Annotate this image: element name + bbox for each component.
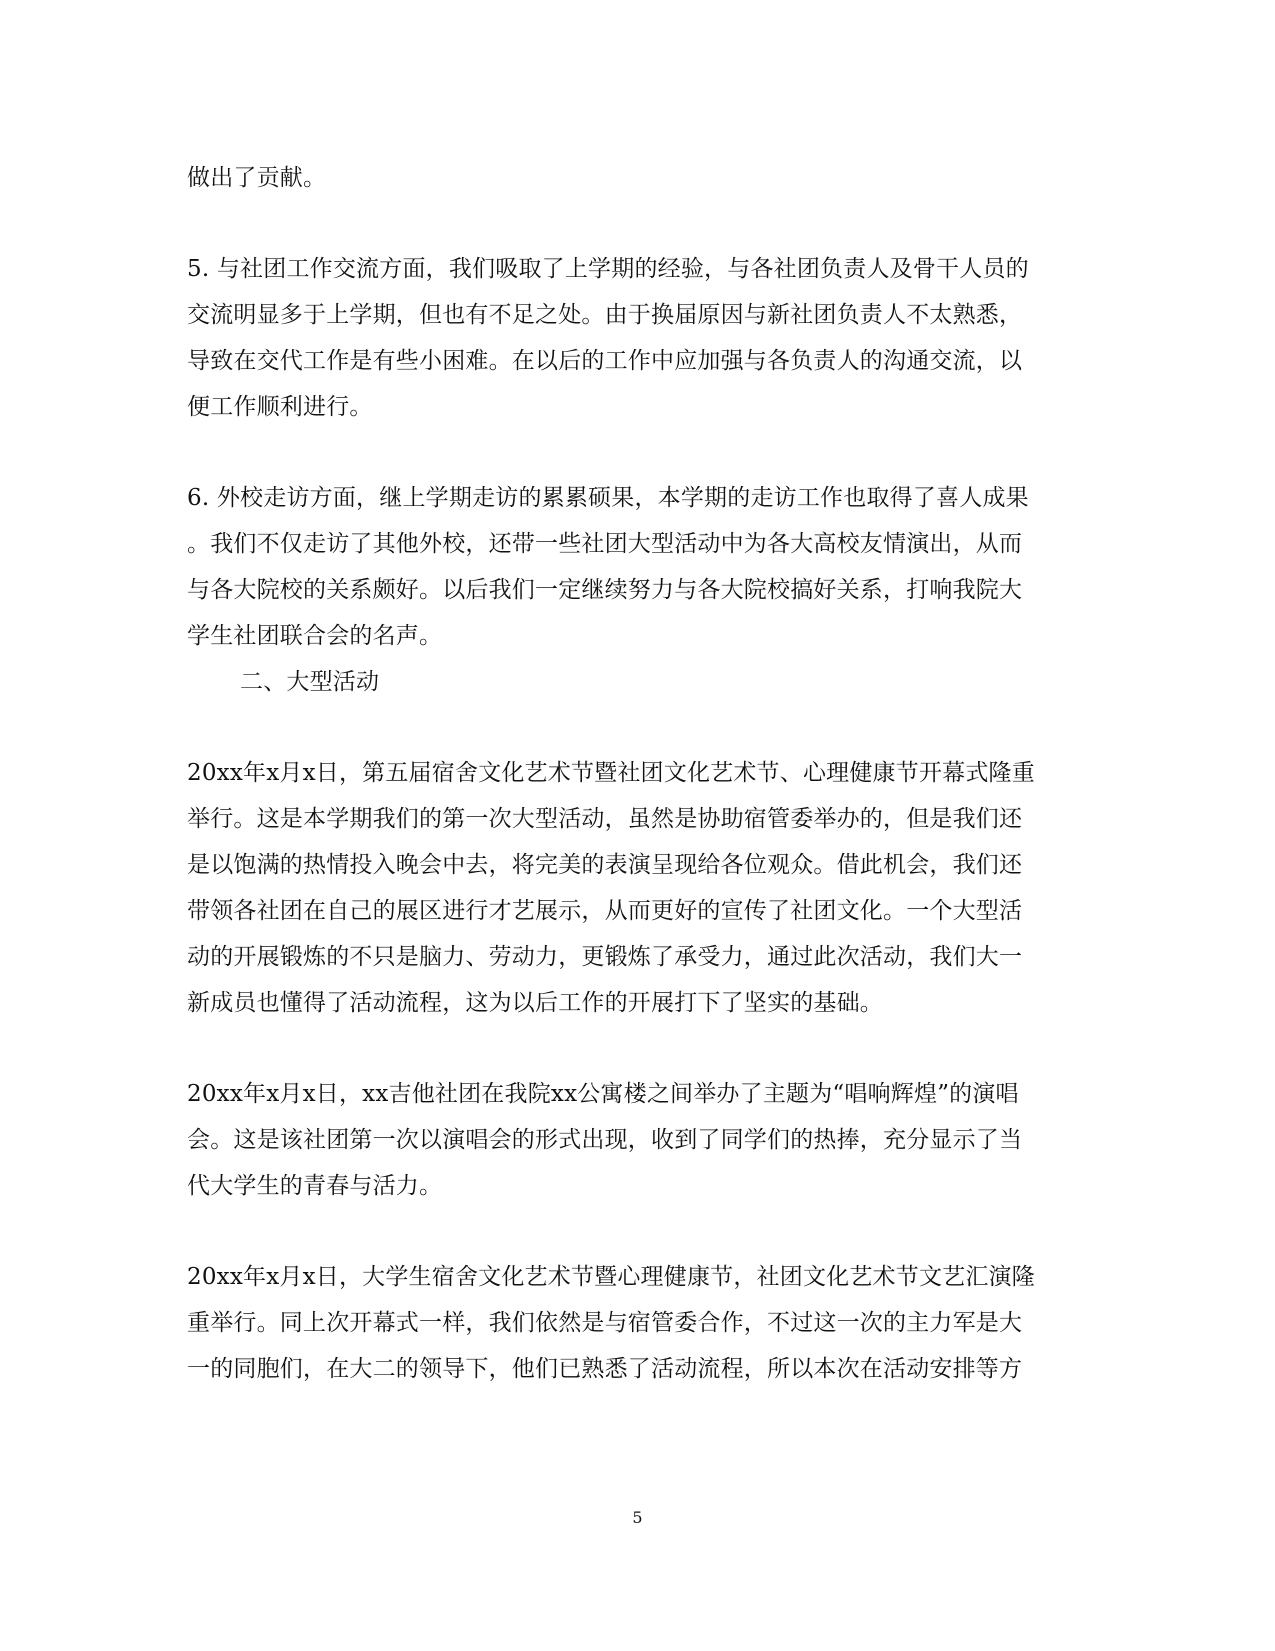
text-line: 6. 外校走访方面，继上学期走访的累累硕果，本学期的走访工作也取得了喜人成果 (187, 485, 1029, 511)
text-line: 举行。这是本学期我们的第一次大型活动，虽然是协助宿管委举办的，但是我们还 (187, 806, 1023, 832)
text-line: 做出了贡献。 (187, 165, 327, 191)
text-line: 20xx年x月x日，大学生宿舍文化艺术节暨心理健康节，社团文化艺术节文艺汇演隆 (187, 1264, 1035, 1290)
text-line: 学生社团联合会的名声。 (187, 623, 443, 649)
text-line: 会。这是该社团第一次以演唱会的形式出现，收到了同学们的热捧，充分显示了当 (187, 1127, 1023, 1153)
text-line: 5. 与社团工作交流方面，我们吸取了上学期的经验，与各社团负责人及骨干人员的 (187, 256, 1029, 282)
text-line: 与各大院校的关系颇好。以后我们一定继续努力与各大院校搞好关系，打响我院大 (187, 577, 1023, 603)
page-number: 5 (632, 1508, 643, 1527)
text-line: 动的开展锻炼的不只是脑力、劳动力，更锻炼了承受力，通过此次活动，我们大一 (187, 944, 1023, 970)
text-line: 一的同胞们，在大二的领导下，他们已熟悉了活动流程，所以本次在活动安排等方 (187, 1356, 1023, 1382)
text-line: 代大学生的青春与活力。 (187, 1173, 443, 1199)
text-line: 20xx年x月x日，第五届宿舍文化艺术节暨社团文化艺术节、心理健康节开幕式隆重 (187, 760, 1035, 786)
text-line: 重举行。同上次开幕式一样，我们依然是与宿管委合作，不过这一次的主力军是大 (187, 1310, 1023, 1336)
text-line: 。我们不仅走访了其他外校，还带一些社团大型活动中为各大高校友情演出，从而 (187, 531, 1023, 557)
text-line: 是以饱满的热情投入晚会中去，将完美的表演呈现给各位观众。借此机会，我们还 (187, 852, 1023, 878)
text-line: 便工作顺利进行。 (187, 394, 373, 420)
section-heading: 二、大型活动 (240, 669, 380, 695)
text-line: 20xx年x月x日，xx吉他社团在我院xx公寓楼之间举办了主题为“唱响辉煌”的演唱 (187, 1081, 1019, 1107)
text-line: 导致在交代工作是有些小困难。在以后的工作中应加强与各负责人的沟通交流，以 (187, 348, 1023, 374)
text-line: 交流明显多于上学期，但也有不足之处。由于换届原因与新社团负责人不太熟悉， (187, 302, 1023, 328)
text-line: 新成员也懂得了活动流程，这为以后工作的开展打下了坚实的基础。 (187, 990, 883, 1016)
text-line: 带领各社团在自己的展区进行才艺展示，从而更好的宣传了社团文化。一个大型活 (187, 898, 1023, 924)
